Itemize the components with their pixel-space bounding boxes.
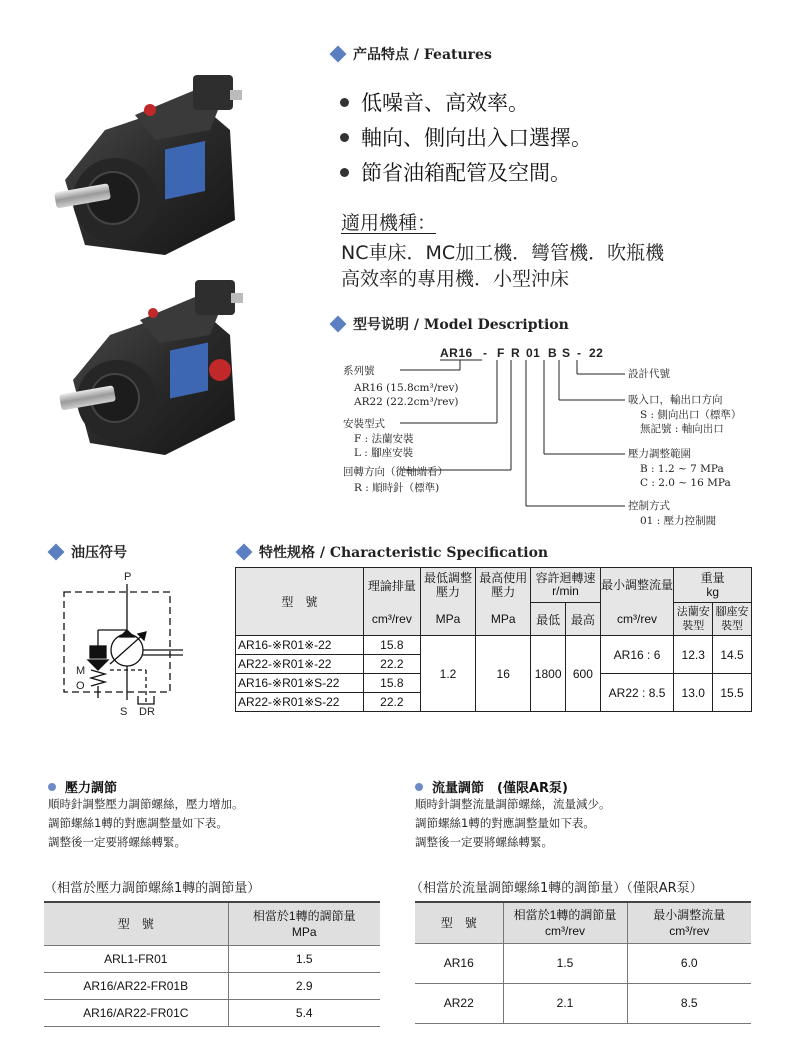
model-heading: 型号说明 / Model Description [330, 314, 569, 334]
control-label: 控制方式 [628, 500, 670, 512]
code-rotation: R [511, 346, 521, 360]
table-row: AR16/AR22-FR01B 2.9 [44, 972, 380, 999]
pump-photo-axial [45, 70, 260, 265]
spec-header-speed: 容許迴轉速 r/min [531, 568, 600, 603]
table-row: AR16/AR22-FR01C 5.4 [44, 999, 380, 1026]
note-line: 調節螺絲1轉的對應調整量如下表。 [48, 816, 228, 830]
pump-photo-side [55, 275, 255, 465]
table-row: AR22 2.1 8.5 [415, 983, 751, 1023]
spec-weight-foot-b: 15.5 [713, 674, 752, 712]
col-header-model: 型 號 [44, 902, 228, 945]
code-mount: F [497, 346, 505, 360]
note-line: 調整後一定要將螺絲轉緊。 [415, 835, 553, 849]
bullet-icon [340, 168, 349, 177]
pressure-range-item: C : 2.0 ~ 16 MPa [640, 477, 731, 489]
spec-weight-flange-a: 12.3 [674, 636, 713, 674]
spec-header-min-pressure: 最低調整壓力 [420, 568, 475, 603]
code-port: S [562, 346, 571, 360]
feature-item: 軸向、側向出入口選擇。 [340, 122, 592, 152]
diamond-icon [236, 544, 253, 561]
applicable-title: 適用機種： [341, 212, 437, 234]
series-item: AR16 (15.8cm³/rev) [354, 382, 459, 394]
port-label: 吸入口，輸出口方向 [628, 394, 723, 406]
spec-header-model: 型 號 [236, 568, 364, 636]
flow-adj-table-title: （相當於流量調節螺絲1轉的調節量）（僅限AR泵） [410, 881, 703, 896]
spec-min-flow-ar22: AR22 : 8.5 [600, 674, 674, 712]
control-item: 01 : 壓力控制閥 [640, 515, 717, 527]
col-header-amount: 相當於1轉的調節量 cm³/rev [503, 902, 627, 943]
code-pressure: B [548, 346, 558, 360]
spec-max-pressure-value: 16 [476, 636, 531, 712]
code-series: AR16 [440, 346, 473, 360]
series-label: 系列號 [343, 365, 375, 377]
col-header-amount: 相當於1轉的調節量 MPa [228, 902, 380, 945]
spec-min-pressure-value: 1.2 [420, 636, 475, 712]
table-row: AR16-※R01※-22 15.8 1.2 16 1800 600 AR16 : 6 12.3 14.5 [236, 636, 752, 655]
hydraulic-heading: 油压符号 [48, 542, 127, 562]
pressure-range-label: 壓力調整範圍 [628, 448, 691, 460]
spec-header-min-flow: 最小調整流量 [600, 568, 674, 603]
rotation-item: R : 順時針（標準) [354, 482, 440, 494]
table-row: AR22-※R01※-22 22.2 [236, 655, 752, 674]
port-item: S : 側向出口（標準） [640, 409, 742, 421]
spec-min-flow-ar16: AR16 : 6 [600, 636, 674, 674]
table-row: AR22-※R01※S-22 22.2 [236, 693, 752, 712]
spec-header-flange: 法蘭安裝型 [674, 603, 713, 636]
spec-header-weight: 重量 kg [674, 568, 752, 603]
applicable-line: 高效率的專用機．小型沖床 [341, 268, 570, 290]
port-label-s: S [120, 706, 128, 718]
flow-adj-title: 流量調節 (僅限AR泵) [415, 777, 568, 796]
feature-item: 節省油箱配管及空間。 [340, 157, 571, 187]
bullet-icon [415, 783, 423, 791]
table-row: ARL1-FR01 1.5 [44, 945, 380, 972]
mount-item: L : 腳座安裝 [354, 447, 414, 459]
flow-adj-table [415, 901, 751, 1024]
hydraulic-symbol-diagram [58, 570, 193, 720]
mount-item: F : 法蘭安裝 [354, 433, 414, 445]
spec-table [235, 567, 752, 712]
spec-weight-foot-a: 14.5 [713, 636, 752, 674]
bullet-icon [340, 98, 349, 107]
diamond-icon [48, 544, 65, 561]
pressure-adj-title: 壓力調節 [48, 777, 117, 796]
features-heading: 产品特点 / Features [330, 44, 492, 64]
diamond-icon [330, 46, 347, 63]
code-design: 22 [589, 346, 604, 360]
bullet-icon [48, 783, 56, 791]
diamond-icon [330, 316, 347, 333]
spec-speed-max-value: 600 [566, 636, 601, 712]
spec-header-speed-min: 最低 [531, 603, 566, 636]
pressure-adj-table-title: （相當於壓力調節螺絲1轉的調節量） [44, 881, 261, 896]
table-row: AR16-※R01※S-22 15.8 AR22 : 8.5 13.0 15.5 [236, 674, 752, 693]
mount-label: 安裝型式 [343, 418, 385, 430]
note-line: 調節螺絲1轉的對應調整量如下表。 [415, 816, 595, 830]
spec-heading: 特性规格 / Characteristic Specification [236, 542, 548, 562]
note-line: 順時針調整壓力調節螺絲，壓力增加。 [48, 797, 244, 811]
note-line: 調整後一定要將螺絲轉緊。 [48, 835, 186, 849]
spec-header-foot: 腳座安裝型 [713, 603, 752, 636]
port-item: 無記號 : 軸向出口 [640, 423, 724, 435]
port-label-o: O [76, 680, 85, 692]
spec-header-displacement: 理論排量 [363, 568, 420, 603]
code-control: 01 [526, 346, 541, 360]
spec-weight-flange-b: 13.0 [674, 674, 713, 712]
rotation-label: 回轉方向（從軸端看） [343, 466, 448, 478]
series-item: AR22 (22.2cm³/rev) [354, 396, 459, 408]
spec-header-max-pressure: 最高使用壓力 [476, 568, 531, 603]
table-row: AR16 1.5 6.0 [415, 943, 751, 983]
spec-header-speed-max: 最高 [566, 603, 601, 636]
port-label-p: P [124, 571, 132, 583]
design-label: 設計代號 [628, 368, 670, 380]
pressure-adj-table [44, 901, 380, 1027]
feature-item: 低噪音、高效率。 [340, 87, 529, 117]
note-line: 順時針調整流量調節螺絲，流量減少。 [415, 797, 611, 811]
applicable-line: NC車床．MC加工機．彎管機．吹瓶機 [341, 242, 665, 264]
pressure-range-item: B : 1.2 ~ 7 MPa [640, 463, 724, 475]
port-label-m: M [76, 665, 86, 677]
spec-unit-displacement: cm³/rev [363, 603, 420, 636]
bullet-icon [340, 133, 349, 142]
spec-unit-min-pressure: MPa [420, 603, 475, 636]
port-label-dr: DR [139, 706, 155, 718]
col-header-model: 型 號 [415, 902, 503, 943]
spec-unit-min-flow: cm³/rev [600, 603, 674, 636]
spec-speed-min-value: 1800 [531, 636, 566, 712]
col-header-min-flow: 最小調整流量 cm³/rev [627, 902, 751, 943]
spec-unit-max-pressure: MPa [476, 603, 531, 636]
